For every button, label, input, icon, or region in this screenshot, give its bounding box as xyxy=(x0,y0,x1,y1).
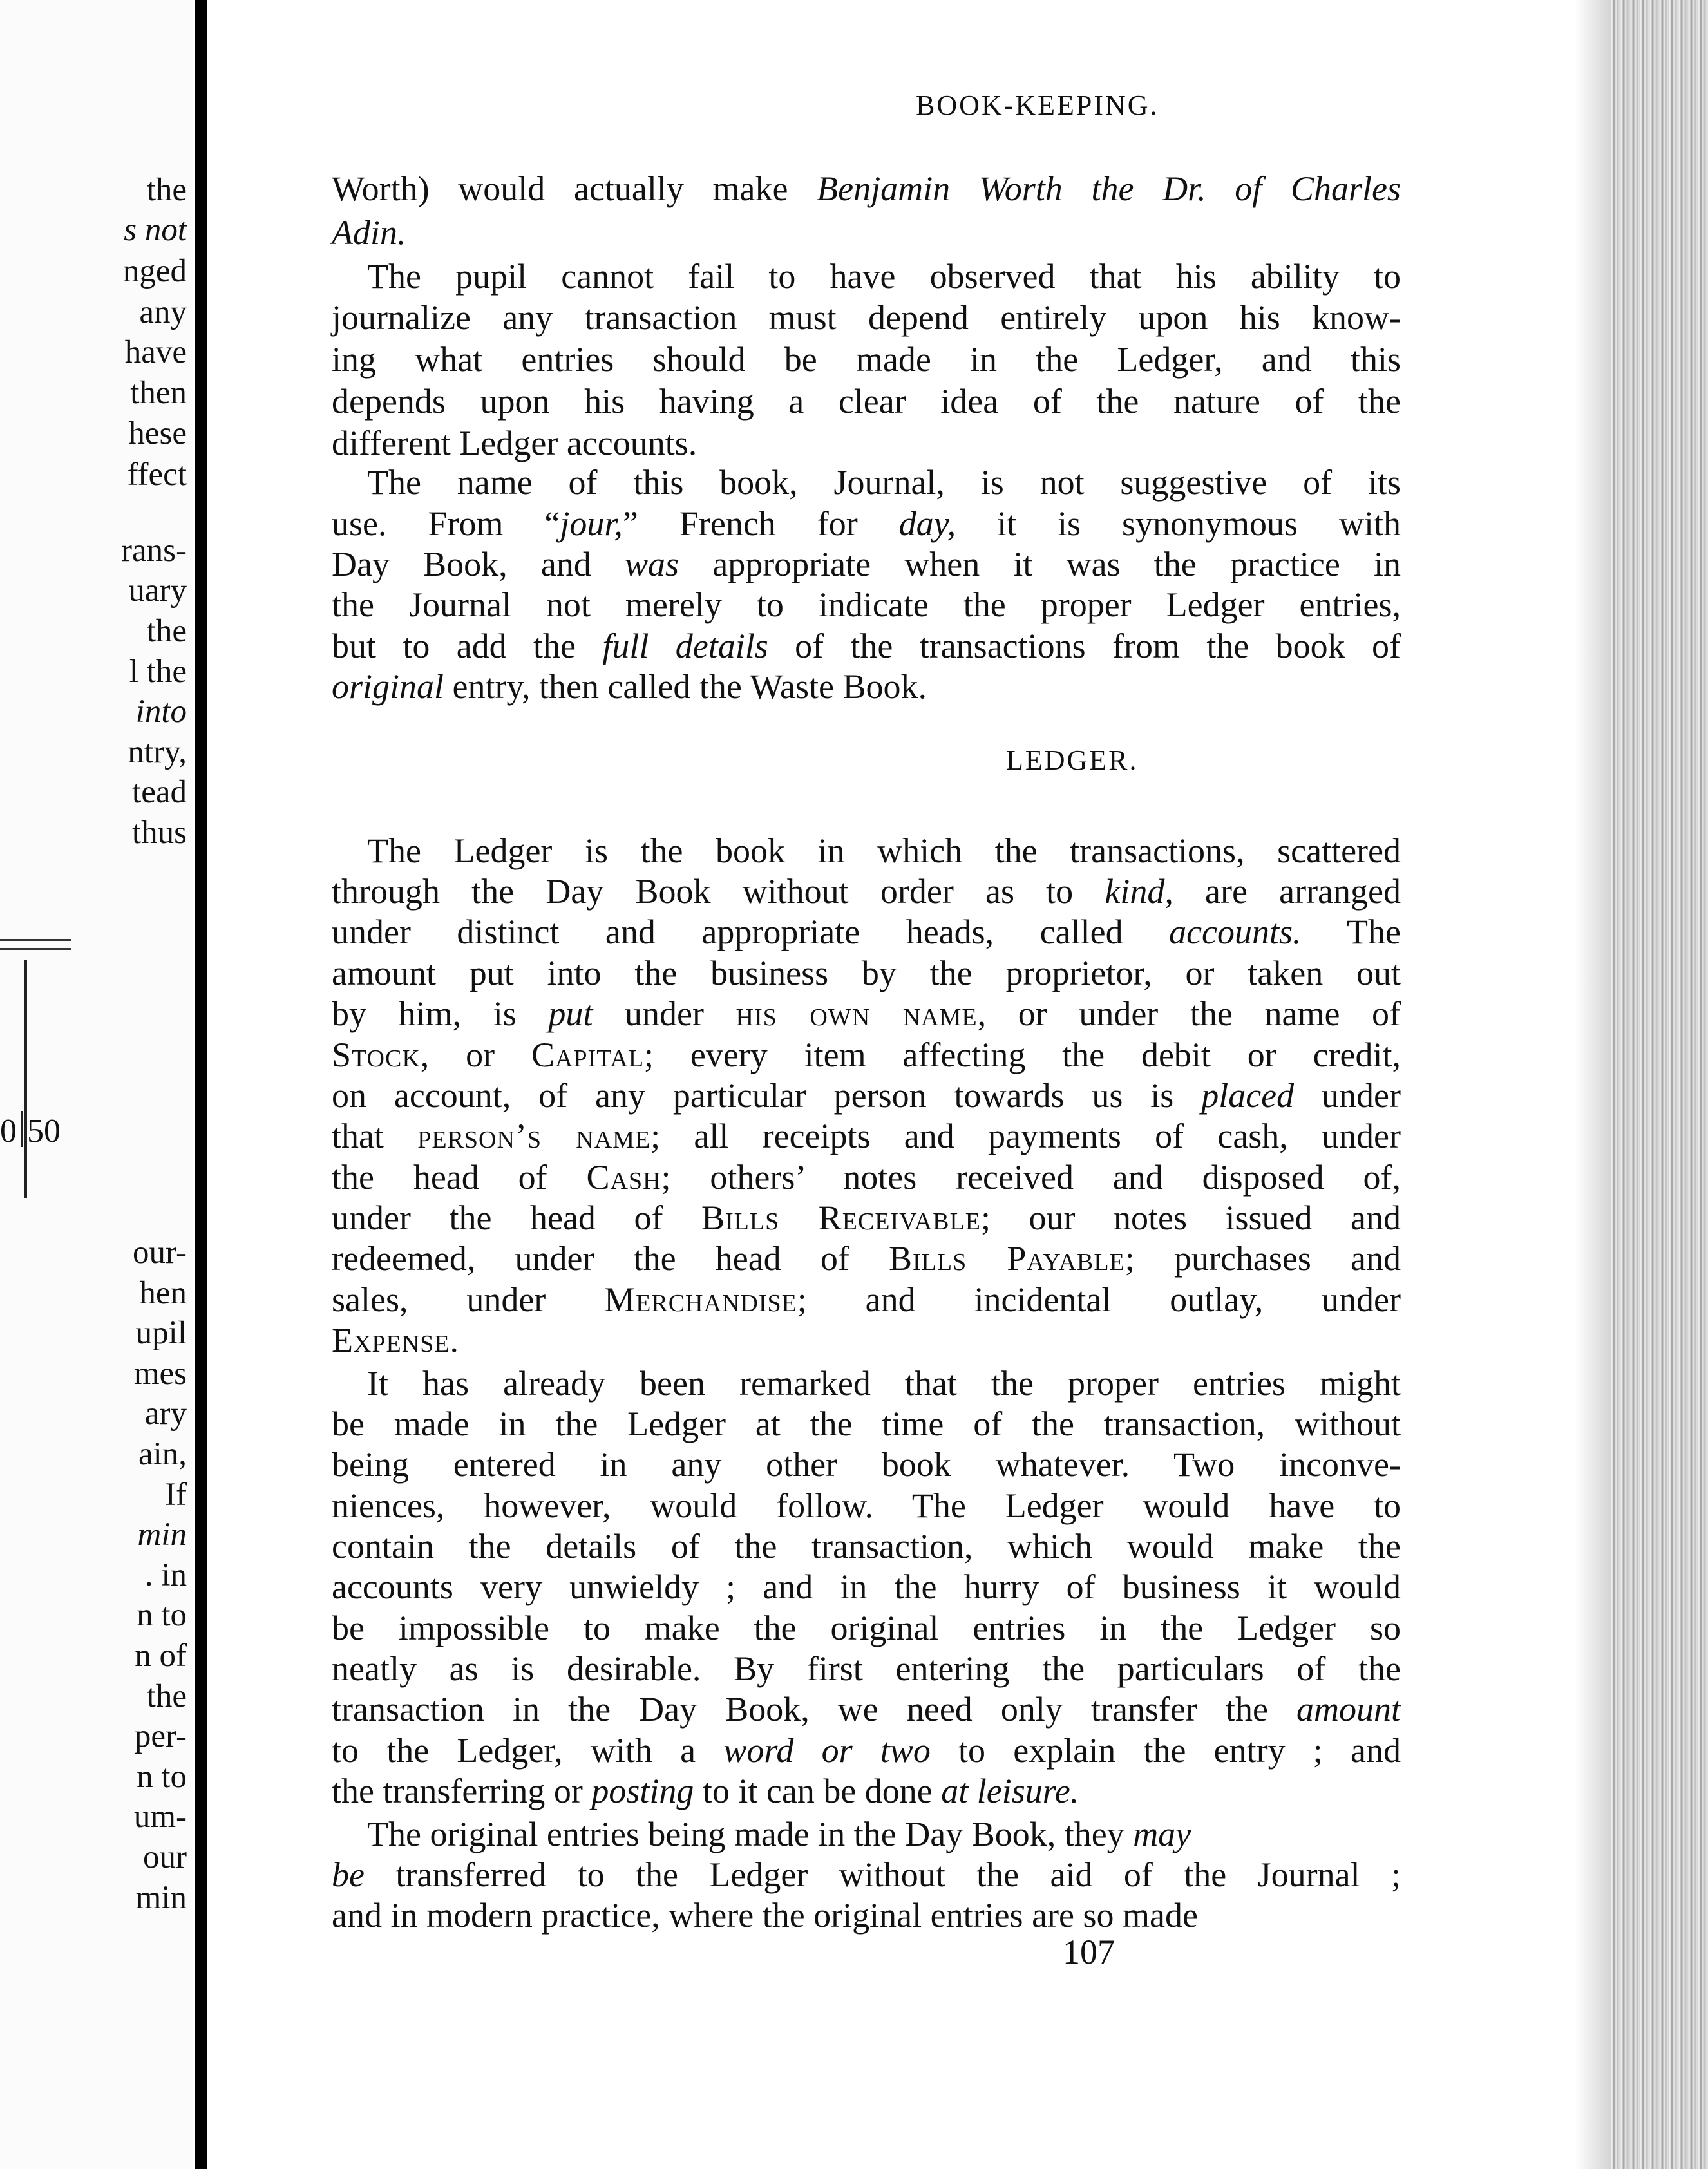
table-amount-cents: 50 xyxy=(27,1113,61,1150)
text-run: use. From “ xyxy=(332,504,560,543)
italic-text: posting xyxy=(591,1772,694,1810)
text-line xyxy=(332,1855,1401,1895)
section-heading: LEDGER. xyxy=(1006,744,1139,776)
previous-page-line: our xyxy=(143,1839,187,1875)
text-line xyxy=(332,256,1401,296)
text-line xyxy=(332,1157,1401,1197)
italic-text: jour, xyxy=(560,504,623,543)
text-run: neatly as is desirable. By first entering the particulars of the xyxy=(332,1649,1401,1688)
page-number: 107 xyxy=(1063,1933,1115,1971)
text-line xyxy=(332,585,1401,625)
previous-page-line: If xyxy=(165,1477,187,1513)
text-run: ; and incidental outlay, under xyxy=(797,1280,1401,1319)
text-run: The Ledger is the book in which the transactions, scattered xyxy=(367,831,1401,870)
text-line xyxy=(332,1320,718,1360)
previous-page-line: any xyxy=(139,294,187,330)
previous-page-line: thus xyxy=(131,815,187,851)
text-line xyxy=(332,912,1401,952)
text-line xyxy=(332,994,1401,1034)
text-run: ” French for xyxy=(622,504,899,543)
text-run: Worth) would actually make xyxy=(332,169,817,208)
text-line xyxy=(332,213,718,252)
text-line xyxy=(332,169,1401,209)
text-run: but to add the xyxy=(332,627,603,665)
text-run: by him, is xyxy=(332,994,549,1033)
text-run: depends upon his having a clear idea of the nature of the xyxy=(332,382,1401,421)
text-line xyxy=(332,1116,1401,1156)
text-line xyxy=(332,1075,1401,1115)
book-page xyxy=(207,0,1611,2169)
small-caps-text: Capital xyxy=(531,1036,645,1074)
text-line xyxy=(332,1238,1401,1278)
text-run: entry, then called the Waste Book. xyxy=(444,667,927,706)
previous-page-line: mes xyxy=(133,1356,187,1392)
text-run: ing what entries should be made in the Ledger, and this xyxy=(332,340,1401,379)
text-run: ; purchases and xyxy=(1124,1239,1401,1278)
small-caps-text: Cash xyxy=(586,1158,661,1197)
text-run: transferred to the Ledger without the aid of the Journal ; xyxy=(364,1855,1401,1894)
previous-page-line: rans- xyxy=(121,533,187,569)
text-run: on account, of any particular person towards us is xyxy=(332,1076,1202,1115)
text-run: under xyxy=(593,994,736,1033)
running-head: BOOK-KEEPING. xyxy=(916,90,1159,121)
previous-page-line: then xyxy=(130,375,187,411)
previous-page-line: per- xyxy=(134,1718,187,1754)
text-run: the Journal not merely to indicate the proper Ledger entries, xyxy=(332,585,1401,624)
italic-text: accounts. xyxy=(1169,913,1302,951)
table-column-separator xyxy=(21,1111,23,1147)
previous-page-line: uary xyxy=(128,573,187,609)
text-run: journalize any transaction must depend entirely upon his know- xyxy=(332,298,1401,337)
previous-page-line: into xyxy=(135,694,187,730)
text-line xyxy=(332,1771,1401,1811)
text-line xyxy=(332,1404,1401,1444)
text-run: appropriate when it was the practice in xyxy=(679,545,1401,583)
previous-page-line: n to xyxy=(137,1597,187,1633)
previous-page-line: nged xyxy=(122,253,187,289)
text-run: Day Book, and xyxy=(332,545,625,583)
previous-page-line: ntry, xyxy=(128,734,187,770)
text-run: ; our notes issued and xyxy=(980,1198,1401,1237)
italic-text: amount xyxy=(1296,1690,1401,1729)
text-run: that xyxy=(332,1117,418,1155)
small-caps-text: Expense. xyxy=(332,1321,460,1359)
text-run: sales, under xyxy=(332,1280,605,1319)
text-line xyxy=(332,544,1401,584)
text-run: to it can be done xyxy=(694,1772,942,1810)
previous-page-line: ffect xyxy=(127,457,187,493)
text-line xyxy=(332,953,1401,993)
text-line xyxy=(332,1486,1401,1526)
text-line xyxy=(332,871,1401,911)
text-run: under xyxy=(1294,1076,1401,1115)
previous-page-line: n to xyxy=(137,1759,187,1795)
previous-page-line: . in xyxy=(144,1557,187,1593)
table-amount xyxy=(0,1111,61,1151)
previous-page-line: upil xyxy=(135,1315,187,1351)
previous-page-line: l the xyxy=(129,654,187,690)
text-line xyxy=(332,1567,1401,1607)
text-run: different Ledger accounts. xyxy=(332,424,697,462)
text-run: being entered in any other book whatever. Two inconve- xyxy=(332,1445,1401,1484)
text-run: The pupil cannot fail to have observed that his ability to xyxy=(367,257,1401,296)
previous-page-line: the xyxy=(146,172,187,208)
small-caps-text: Bills Receivable xyxy=(701,1198,981,1237)
italic-text: day, xyxy=(898,504,956,543)
text-line xyxy=(332,462,1401,502)
text-run: accounts very unwieldy ; and in the hurry of business it would xyxy=(332,1568,1401,1606)
italic-text: Adin. xyxy=(332,213,406,252)
previous-page-line: our- xyxy=(133,1235,187,1271)
book-block-edge xyxy=(1610,0,1708,2169)
text-run: it is synonymous with xyxy=(956,504,1401,543)
text-run: to the Ledger, with a xyxy=(332,1731,724,1770)
previous-page-line: have xyxy=(124,334,187,370)
text-line xyxy=(332,1730,1401,1770)
text-run: to explain the entry ; and xyxy=(930,1731,1401,1770)
table-column-rule xyxy=(24,960,27,1198)
text-run: and in modern practice, where the original entries are so made xyxy=(332,1896,1198,1935)
previous-page-line: hen xyxy=(139,1275,187,1311)
italic-text: may xyxy=(1133,1815,1191,1853)
text-line xyxy=(332,1198,1401,1238)
text-run: , or under the name of xyxy=(977,994,1401,1033)
text-line xyxy=(332,339,1401,379)
small-caps-text: Bills Payable xyxy=(888,1239,1125,1278)
text-run: through the Day Book without order as to xyxy=(332,872,1105,911)
text-run: The xyxy=(1301,913,1401,951)
previous-page-line: min xyxy=(137,1517,187,1553)
text-line xyxy=(332,667,1401,706)
text-line xyxy=(332,1280,1401,1320)
previous-page-line: ary xyxy=(144,1396,187,1432)
text-line xyxy=(332,1814,1401,1854)
table-amount-dollars: 0 xyxy=(0,1113,17,1150)
text-run: transaction in the Day Book, we need only transfer the xyxy=(332,1690,1296,1729)
text-run: are arranged xyxy=(1173,872,1401,911)
italic-text: full details xyxy=(602,627,768,665)
text-line xyxy=(332,1895,1401,1935)
text-run: amount put into the business by the proprietor, or taken out xyxy=(332,954,1401,992)
previous-page-line: the xyxy=(146,613,187,649)
italic-text: at leisure. xyxy=(941,1772,1079,1810)
text-run: under distinct and appropriate heads, called xyxy=(332,913,1170,951)
text-run: the head of xyxy=(332,1158,587,1197)
text-run: of the transactions from the book of xyxy=(768,627,1401,665)
italic-text: put xyxy=(548,994,593,1033)
italic-text: be xyxy=(332,1855,365,1894)
text-run: ; all receipts and payments of cash, under xyxy=(650,1117,1401,1155)
text-line xyxy=(332,1649,1401,1689)
previous-page-line: n of xyxy=(135,1638,187,1674)
text-run: , or xyxy=(420,1036,531,1074)
previous-page-line: ain, xyxy=(138,1436,187,1472)
italic-text: placed xyxy=(1201,1076,1295,1115)
previous-page-line: the xyxy=(146,1678,187,1714)
italic-text: original xyxy=(332,667,444,706)
text-run: The name of this book, Journal, is not suggestive of its xyxy=(367,463,1401,502)
text-run: ; others’ notes received and disposed of, xyxy=(661,1158,1401,1197)
previous-page-line: s not xyxy=(124,212,187,248)
text-run: under the head of xyxy=(332,1198,701,1237)
italic-text: Benjamin Worth the Dr. of Charles xyxy=(817,169,1401,208)
text-line xyxy=(332,504,1401,544)
text-line xyxy=(332,1035,1401,1075)
text-run: It has already been remarked that the proper entries might xyxy=(367,1364,1401,1403)
previous-page-line: um- xyxy=(133,1799,187,1835)
previous-page-line: min xyxy=(135,1880,187,1916)
small-caps-text: person’s name xyxy=(417,1117,651,1155)
text-line xyxy=(332,626,1401,666)
text-line xyxy=(332,1526,1401,1566)
text-line xyxy=(332,1608,1401,1648)
text-run: be impossible to make the original entries in the Ledger so xyxy=(332,1609,1401,1647)
table-rule xyxy=(0,939,71,941)
previous-page-fragment xyxy=(0,0,193,2169)
small-caps-text: his own name xyxy=(735,994,978,1033)
text-line xyxy=(332,1363,1401,1403)
italic-text: kind, xyxy=(1105,872,1173,911)
italic-text: word or two xyxy=(723,1731,931,1770)
text-run: be made in the Ledger at the time of the transaction, without xyxy=(332,1405,1401,1443)
text-run: ; every item affecting the debit or credit, xyxy=(644,1036,1401,1074)
text-line xyxy=(332,831,1401,871)
text-run: redeemed, under the head of xyxy=(332,1239,889,1278)
page-gutter xyxy=(195,0,207,2169)
page-edge-shadow xyxy=(1575,0,1613,2169)
previous-page-line: hese xyxy=(128,415,187,451)
text-line xyxy=(332,423,1401,463)
text-line xyxy=(332,1689,1401,1729)
text-line xyxy=(332,381,1401,421)
small-caps-text: Stock xyxy=(332,1036,421,1074)
text-run: niences, however, would follow. The Ledger would have to xyxy=(332,1486,1401,1525)
text-run: The original entries being made in the Day Book, they xyxy=(367,1815,1134,1853)
text-run: contain the details of the transaction, which would make the xyxy=(332,1527,1401,1566)
italic-text: was xyxy=(625,545,679,583)
text-line xyxy=(332,298,1401,337)
previous-page-line: tead xyxy=(132,774,187,810)
text-run: the transferring or xyxy=(332,1772,592,1810)
small-caps-text: Merchandise xyxy=(604,1280,797,1319)
text-line xyxy=(332,1444,1401,1484)
table-rule xyxy=(0,948,71,950)
